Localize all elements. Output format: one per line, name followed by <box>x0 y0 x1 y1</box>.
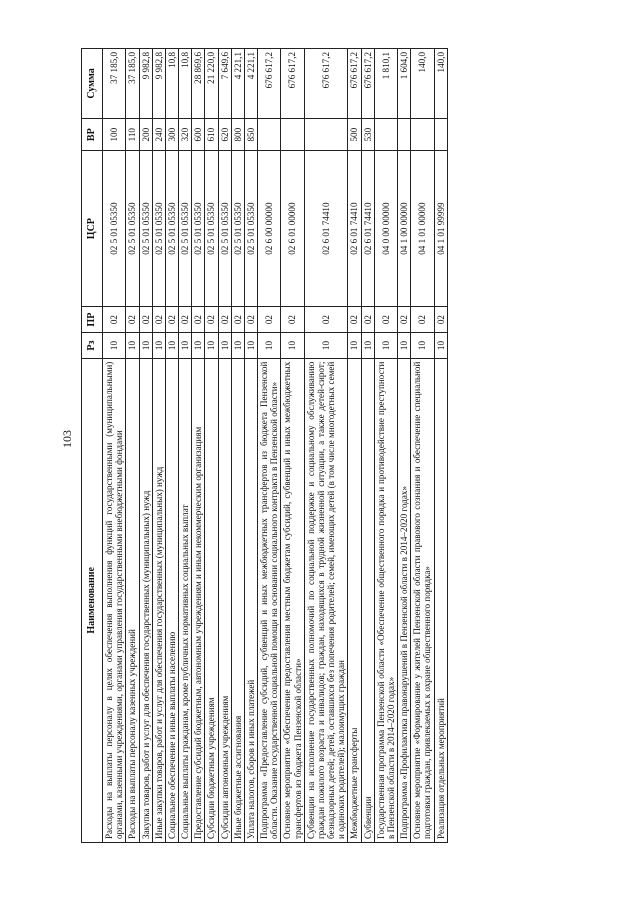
cell-rz: 10 <box>374 333 397 358</box>
cell-rz: 10 <box>103 333 126 358</box>
table-row <box>179 49 192 843</box>
cell-vr: 320 <box>179 118 192 151</box>
cell-csr: 02 5 01 05350 <box>179 151 192 306</box>
cell-vr: 530 <box>361 118 374 151</box>
cell-csr: 02 5 01 05350 <box>244 151 257 306</box>
cell-name: Уплата налогов, сборов и иных платежей <box>244 358 257 842</box>
cell-csr: 02 6 01 00000 <box>281 151 304 306</box>
cell-sum: 28 869,6 <box>192 49 205 119</box>
table-row <box>103 49 126 843</box>
cell-csr: 02 5 01 05350 <box>165 151 178 306</box>
cell-sum: 676 617,2 <box>281 49 304 119</box>
cell-name: Расходы на выплаты персоналу казенных учреждений <box>126 358 139 842</box>
cell-rz: 10 <box>244 333 257 358</box>
cell-csr: 04 1 01 99999 <box>434 151 447 306</box>
table-row <box>304 49 348 843</box>
cell-rz: 10 <box>179 333 192 358</box>
table-row <box>411 49 434 843</box>
cell-csr: 02 5 01 05350 <box>218 151 231 306</box>
table-row <box>374 49 397 843</box>
cell-pr: 02 <box>165 306 178 333</box>
table-row <box>192 49 205 843</box>
budget-table <box>81 48 448 843</box>
cell-rz: 10 <box>434 333 447 358</box>
cell-vr <box>411 118 434 151</box>
cell-csr: 02 5 01 05350 <box>126 151 139 306</box>
cell-sum: 10,8 <box>179 49 192 119</box>
cell-vr: 100 <box>103 118 126 151</box>
cell-csr: 02 5 01 05350 <box>103 151 126 306</box>
cell-name: Социальное обеспечение и иные выплаты населению <box>165 358 178 842</box>
rotated-table-area <box>81 48 591 843</box>
cell-name: Иные бюджетные ассигнования <box>231 358 244 842</box>
cell-pr: 02 <box>258 306 281 333</box>
cell-name: Субсидии автономным учреждениям <box>218 358 231 842</box>
cell-name: Закупка товаров, работ и услуг для обеспечения государственных (муниципальных) нужд <box>139 358 152 842</box>
cell-sum: 676 617,2 <box>348 49 361 119</box>
cell-pr: 02 <box>205 306 218 333</box>
header-row <box>82 49 103 843</box>
cell-vr: 300 <box>165 118 178 151</box>
table-row <box>165 49 178 843</box>
cell-csr: 02 6 01 74410 <box>361 151 374 306</box>
cell-vr <box>374 118 397 151</box>
cell-sum: 140,0 <box>411 49 434 119</box>
cell-name: Подпрограмма «Профилактика правонарушений в Пензенской области в 2014–2020 годах» <box>398 358 411 842</box>
cell-vr: 240 <box>152 118 165 151</box>
cell-pr: 02 <box>126 306 139 333</box>
cell-vr: 800 <box>231 118 244 151</box>
cell-rz: 10 <box>258 333 281 358</box>
cell-pr: 02 <box>192 306 205 333</box>
page-number: 103 <box>60 430 74 448</box>
cell-name: Основное мероприятие «Обеспечение предоставления местным бюджетам субсидий, субвенций и иных межбюджетных трансфертов из бюджета Пензенской области» <box>281 358 304 842</box>
header-csr: ЦСР <box>82 151 103 306</box>
cell-csr: 04 1 01 00000 <box>411 151 434 306</box>
cell-csr: 02 6 00 00000 <box>258 151 281 306</box>
cell-pr: 02 <box>398 306 411 333</box>
table-row <box>348 49 361 843</box>
cell-vr: 600 <box>192 118 205 151</box>
cell-rz: 10 <box>205 333 218 358</box>
cell-pr: 02 <box>304 306 348 333</box>
table-row <box>205 49 218 843</box>
cell-name: Предоставление субсидий бюджетным, автономным учреждениям и иным некоммерческим организациям <box>192 358 205 842</box>
header-rz: Рз <box>82 333 103 358</box>
cell-rz: 10 <box>304 333 348 358</box>
cell-sum: 21 220,0 <box>205 49 218 119</box>
cell-rz: 10 <box>126 333 139 358</box>
cell-csr: 02 5 01 05350 <box>192 151 205 306</box>
cell-rz: 10 <box>281 333 304 358</box>
cell-csr: 02 6 01 74410 <box>304 151 348 306</box>
cell-name: Субвенции <box>361 358 374 842</box>
cell-pr: 02 <box>103 306 126 333</box>
cell-sum: 37 185,0 <box>103 49 126 119</box>
cell-vr <box>258 118 281 151</box>
cell-vr <box>281 118 304 151</box>
cell-pr: 02 <box>348 306 361 333</box>
cell-vr <box>304 118 348 151</box>
cell-rz: 10 <box>398 333 411 358</box>
cell-name: Государственная программа Пензенской области «Обеспечение общественного порядка и противодействие преступности в Пензенской области в 2014–2020 годах» <box>374 358 397 842</box>
cell-sum: 140,0 <box>434 49 447 119</box>
cell-vr <box>398 118 411 151</box>
cell-sum: 676 617,2 <box>258 49 281 119</box>
cell-name: Основное мероприятие «Формирование у жителей Пензенской области правового сознания и обеспечение специальной подготовки граждан, привлекаемых к охране общественного порядка» <box>411 358 434 842</box>
table-row <box>281 49 304 843</box>
cell-sum: 9 982,8 <box>152 49 165 119</box>
cell-pr: 02 <box>411 306 434 333</box>
table-row <box>244 49 257 843</box>
cell-sum: 7 649,6 <box>218 49 231 119</box>
cell-csr: 04 1 00 00000 <box>398 151 411 306</box>
header-name: Наименование <box>82 358 103 842</box>
table-row <box>361 49 374 843</box>
header-sum: Сумма <box>82 49 103 119</box>
cell-rz: 10 <box>231 333 244 358</box>
cell-name: Иные закупки товаров, работ и услуг для обеспечения государственных (муниципальных) нужд <box>152 358 165 842</box>
cell-name: Подпрограмма «Предоставление субсидий, субвенций и иных межбюджетных трансфертов из бюджета Пензенской области. Оказание государственной социальной помощи на основании социального контракта в Пензенской области» <box>258 358 281 842</box>
cell-pr: 02 <box>244 306 257 333</box>
cell-rz: 10 <box>192 333 205 358</box>
table-row <box>126 49 139 843</box>
table-row <box>139 49 152 843</box>
table-row <box>218 49 231 843</box>
cell-sum: 4 221,1 <box>244 49 257 119</box>
cell-csr: 02 6 01 74410 <box>348 151 361 306</box>
cell-sum: 1 604,0 <box>398 49 411 119</box>
cell-sum: 676 617,2 <box>304 49 348 119</box>
cell-pr: 02 <box>139 306 152 333</box>
cell-name: Субсидии бюджетным учреждениям <box>205 358 218 842</box>
cell-vr: 620 <box>218 118 231 151</box>
cell-pr: 02 <box>281 306 304 333</box>
cell-rz: 10 <box>165 333 178 358</box>
cell-rz: 10 <box>411 333 434 358</box>
table-row <box>231 49 244 843</box>
cell-csr: 02 5 01 05350 <box>231 151 244 306</box>
cell-name: Социальные выплаты гражданам, кроме публичных нормативных социальных выплат <box>179 358 192 842</box>
cell-rz: 10 <box>218 333 231 358</box>
header-pr: ПР <box>82 306 103 333</box>
cell-rz: 10 <box>361 333 374 358</box>
cell-pr: 02 <box>179 306 192 333</box>
cell-pr: 02 <box>152 306 165 333</box>
cell-pr: 02 <box>218 306 231 333</box>
cell-csr: 04 0 00 00000 <box>374 151 397 306</box>
cell-name: Реализация отдельных мероприятий <box>434 358 447 842</box>
table-body <box>103 49 448 843</box>
cell-rz: 10 <box>152 333 165 358</box>
cell-csr: 02 5 01 05350 <box>139 151 152 306</box>
cell-sum: 4 221,1 <box>231 49 244 119</box>
cell-sum: 1 810,1 <box>374 49 397 119</box>
cell-pr: 02 <box>374 306 397 333</box>
header-vr: ВР <box>82 118 103 151</box>
cell-vr: 610 <box>205 118 218 151</box>
cell-pr: 02 <box>361 306 374 333</box>
table-row <box>398 49 411 843</box>
cell-vr: 850 <box>244 118 257 151</box>
cell-pr: 02 <box>231 306 244 333</box>
cell-name: Межбюджетные трансферты <box>348 358 361 842</box>
cell-pr: 02 <box>434 306 447 333</box>
cell-name: Субвенции на исполнение государственных полномочий по социальной поддержке и социальному обслуживанию граждан пожилого возраста и инвалидов; граждан, находящихся в трудной жизненной ситуации, а также детей-сирот; безнадзорных детей; детей, оставшихся без попечения родителей; семей, имеющих детей (в том числе многодетных семей и одиноких родителей); малоимущих граждан <box>304 358 348 842</box>
cell-sum: 9 982,8 <box>139 49 152 119</box>
cell-vr: 500 <box>348 118 361 151</box>
cell-sum: 37 185,0 <box>126 49 139 119</box>
table-row <box>258 49 281 843</box>
cell-csr: 02 5 01 05350 <box>205 151 218 306</box>
cell-name: Расходы на выплаты персоналу в целях обеспечения выполнения функций государственными (муниципальными) органами, казенными учреждениями, органами управления государственными внебюджетными фондами <box>103 358 126 842</box>
cell-vr: 200 <box>139 118 152 151</box>
cell-rz: 10 <box>348 333 361 358</box>
cell-rz: 10 <box>139 333 152 358</box>
cell-sum: 10,8 <box>165 49 178 119</box>
cell-csr: 02 5 01 05350 <box>152 151 165 306</box>
cell-vr <box>434 118 447 151</box>
table-row <box>434 49 447 843</box>
cell-sum: 676 617,2 <box>361 49 374 119</box>
cell-vr: 110 <box>126 118 139 151</box>
table-row <box>152 49 165 843</box>
